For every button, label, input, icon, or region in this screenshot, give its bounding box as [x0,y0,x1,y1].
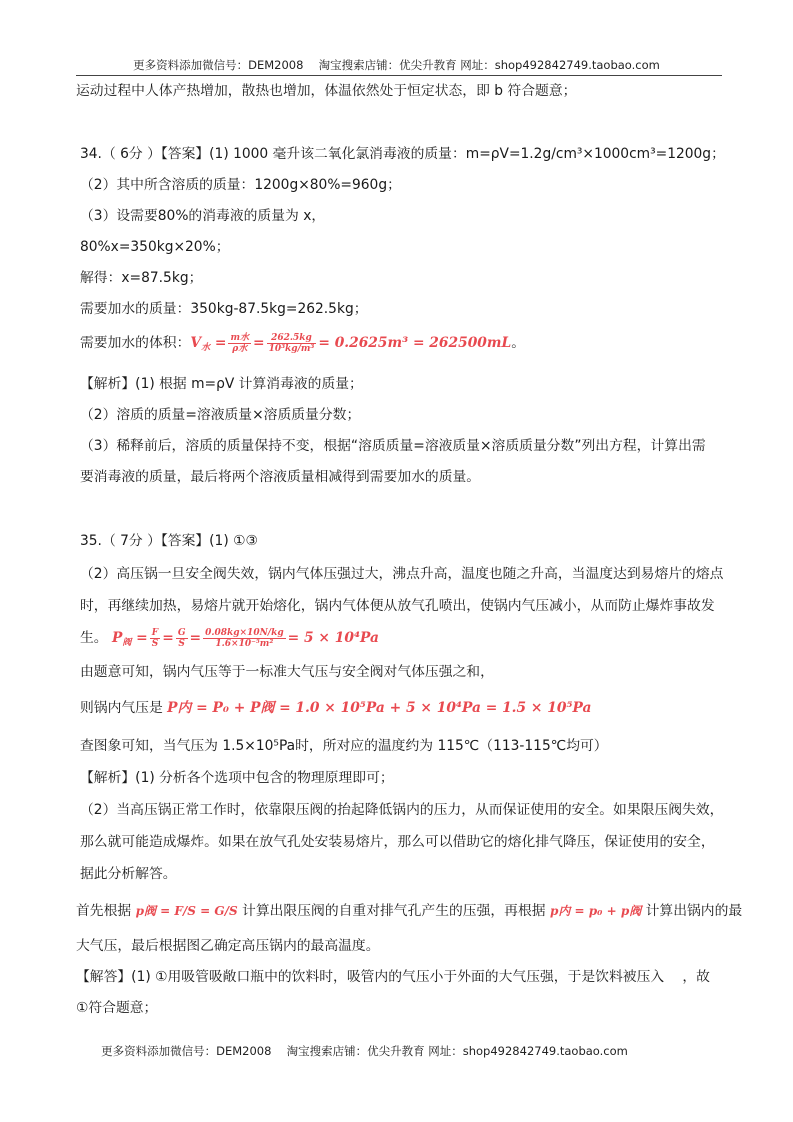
page-footer: 更多资料添加微信号：DEM2008 淘宝搜索店铺：优尖升教育 网址：shop492842749.taobao.com [101,1044,628,1058]
text-line: （3）稀释前后，溶质的质量保持不变，根据“溶质质量=溶液质量×溶质质量分数”列出方程，计算出需 [80,438,706,454]
text-line: （2）高压锅一旦安全阀失效，锅内气体压强过大，沸点升高，温度也随之升高，当温度达到易熔片的熔点 [80,566,724,582]
text-line: 解得：x=87.5kg； [80,270,203,286]
text-line: （2）溶质的质量=溶液质量×溶质质量分数； [80,407,361,423]
text-line: 大气压，最后根据图乙确定高压锅内的最高温度。 [76,938,380,954]
q34-analysis: 【解析】(1) 根据 m=ρV 计算消毒液的质量； [80,376,363,392]
valve-pressure-formula: $P_阀$ = $\frac{F}{S}$ = $\frac{G}{S}$ = $\frac{0.08kg\times 10N/kg}{\text{1.6×10⁻⁵m²}}$ = 5 × 10⁴Pa [111,628,379,649]
text-line: （3）设需要80%的消毒液的质量为 x， [80,208,326,224]
text-line: 运动过程中人体产热增加，散热也增加，体温依然处于恒定状态，即 b 符合题意； [76,83,577,99]
water-volume-label: 需要加水的体积： [80,335,191,351]
valve-formula-inline: p阀 = F/S = G/S [135,904,238,918]
text-line: ①符合题意； [76,1000,158,1016]
water-volume-formula: $V_水$ = $\frac{\text{m水}}{\text{ρ水}}$ = $\frac{262.5kg}{\text{10³kg/m³}}$ = 0.2625m³ = 262500mL [190,333,512,354]
text-line: 要消毒液的质量，最后将两个溶液质量相减得到需要加水的质量。 [80,469,481,485]
text-line: 据此分析解答。 [80,866,177,882]
q34-answer-heading: 34.（ 6分 ）【答案】(1) 1000 毫升该二氧化氯消毒液的质量：m=ρV=1.2g/cm³×1000cm³=1200g； [80,146,725,162]
text-line: 由题意可知，锅内气压等于一标准大气压与安全阀对气体压强之和， [80,664,494,680]
method-line: 首先根据 p阀 = F/S = G/S 计算出限压阀的自重对排气孔产生的压强，再根据 p内 = p₀ + p阀 计算出锅内的最 [76,903,743,919]
text-line: 那么就可能造成爆炸。如果在放气孔处安装易熔片，那么可以借助它的熔化排气降压，保证使用的安全， [80,834,715,850]
water-volume-line: 需要加水的体积：$V_水$ = $\frac{\text{m水}}{\text{ρ水}}$ = $\frac{262.5kg}{\text{10³kg/m³}}$ = 0.2625m³ = 262500mL。 [80,333,525,354]
header-rule [76,75,722,76]
q35-answer-heading: 35.（ 7分 ）【答案】(1) ①③ [80,533,258,549]
page-header: 更多资料添加微信号：DEM2008 淘宝搜索店铺：优尖升教育 网址：shop492842749.taobao.com [133,58,660,72]
inner-pressure-line: 则锅内气压是 P内 = P₀ + P阀 = 1.0 × 10⁵Pa + 5 × 10⁴Pa = 1.5 × 10⁵Pa [80,700,592,716]
q35-analysis: 【解析】(1) 分析各个选项中包含的物理原理即可； [80,770,394,786]
text-line: 80%x=350kg×20%； [80,239,230,255]
q35-solution: 【解答】(1) ①用吸管吸敞口瓶中的饮料时，吸管内的气压小于外面的大气压强，于是饮料被压入 ，故 [76,969,710,985]
inner-formula-inline: p内 = p₀ + p阀 [549,904,642,918]
valve-pressure-line: 生。 $P_阀$ = $\frac{F}{S}$ = $\frac{G}{S}$ = $\frac{0.08kg\times 10N/kg}{\text{1.6×10⁻⁵m²}}$ = 5 × 10⁴Pa [80,628,379,649]
inner-pressure-formula: P内 = P₀ + P阀 = 1.0 × 10⁵Pa + 5 × 10⁴Pa = 1.5 × 10⁵Pa [167,700,592,716]
text-line: 时，再继续加热，易熔片就开始熔化，锅内气体便从放气孔喷出，使锅内气压减小，从而防止爆炸事故发 [80,598,715,614]
text-line: （2）其中所含溶质的质量：1200g×80%=960g； [80,177,401,193]
text-line: 需要加水的质量：350kg-87.5kg=262.5kg； [80,301,368,317]
text-line: 查图象可知，当气压为 1.5×10⁵Pa时，所对应的温度约为 115℃（113-115℃均可） [80,738,608,754]
text-line: （2）当高压锅正常工作时，依靠限压阀的抬起降低锅内的压力，从而保证使用的安全。如果限压阀失效， [80,802,724,818]
